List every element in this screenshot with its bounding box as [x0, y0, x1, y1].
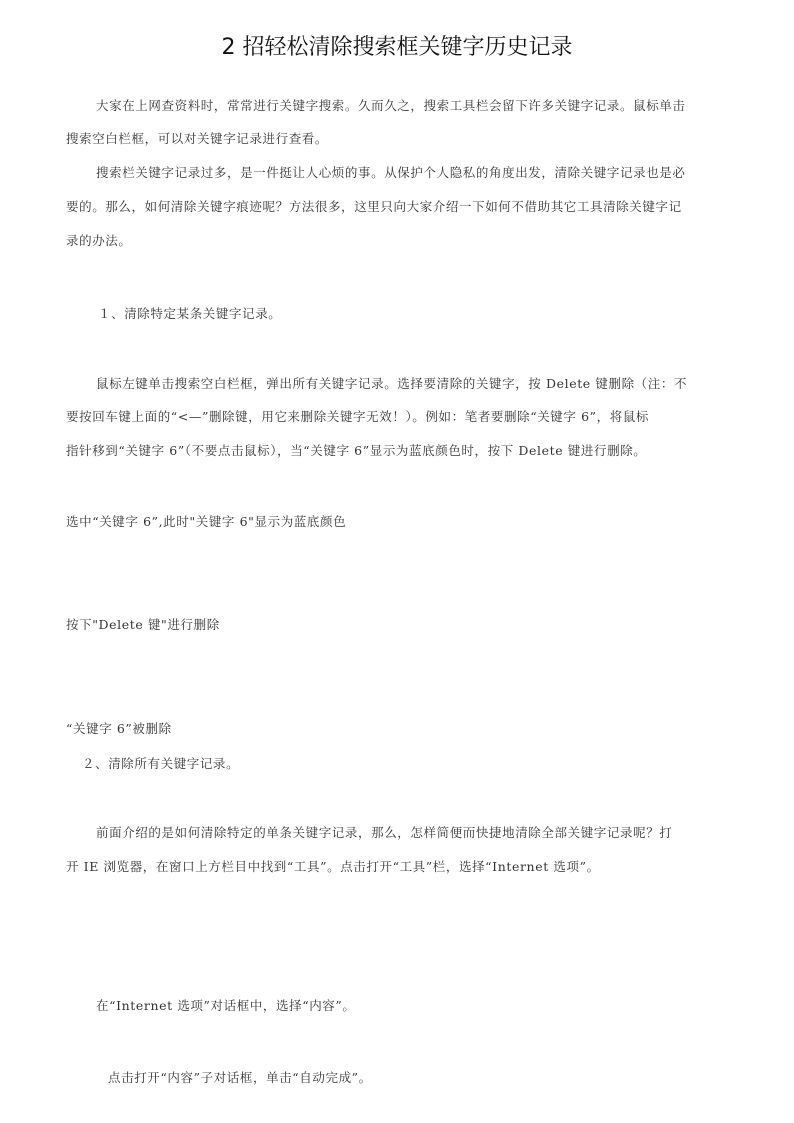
paragraph-line: 搜索栏关键字记录过多，是一件挺让人心烦的事。从保护个人隐私的角度出发，清除关键字记录也是必 [96, 165, 686, 180]
paragraph-line: 开 IE 浏览器，在窗口上方栏目中找到“工具”。点击打开“工具”栏，选择“Internet 选项”。 [66, 859, 600, 874]
image-caption: “关键字 6”被删除 [66, 721, 172, 736]
image-caption: 按下"Delete 键"进行删除 [66, 617, 220, 632]
paragraph-line: 点击打开“内容”子对话框，单击“自动完成”。 [108, 1070, 372, 1085]
page-title: 2 招轻松清除搜索框关键字历史记录 [221, 35, 573, 60]
paragraph-line: 前面介绍的是如何清除特定的单条关键字记录，那么，怎样简便而快捷地清除全部关键字记录呢？打 [96, 825, 673, 840]
paragraph-line: 指针移到“关键字 6”（不要点击鼠标），当“关键字 6”显示为蓝底颜色时，按下 Delete 键进行删除。 [66, 443, 647, 458]
paragraph-line: 鼠标左键单击搜索空白栏框，弹出所有关键字记录。选择要清除的关键字，按 Delete 键删除（注：不 [96, 376, 688, 391]
section-heading: ２、清除所有关键字记录。 [82, 756, 240, 771]
paragraph-line: 要按回车键上面的“<—”删除键，用它来删除关键字无效！）。例如：笔者要删除“关键字 6”，将鼠标 [66, 409, 650, 424]
paragraph-line: 在“Internet 选项”对话框中，选择“内容”。 [96, 998, 356, 1013]
paragraph-line: 要的。那么，如何清除关键字痕迹呢？方法很多，这里只向大家介绍一下如何不借助其它工具清除关键字记 [66, 199, 682, 214]
paragraph-line: 搜索空白栏框，可以对关键字记录进行查看。 [66, 131, 329, 146]
image-caption: 选中“关键字 6”,此时"关键字 6"显示为蓝底颜色 [66, 514, 347, 529]
paragraph-line: 大家在上网查资料时，常常进行关键字搜索。久而久之，搜索工具栏会留下许多关键字记录。鼠标单击 [96, 98, 686, 113]
section-heading: １、清除特定某条关键字记录。 [98, 306, 282, 321]
paragraph-line: 录的办法。 [66, 233, 132, 248]
